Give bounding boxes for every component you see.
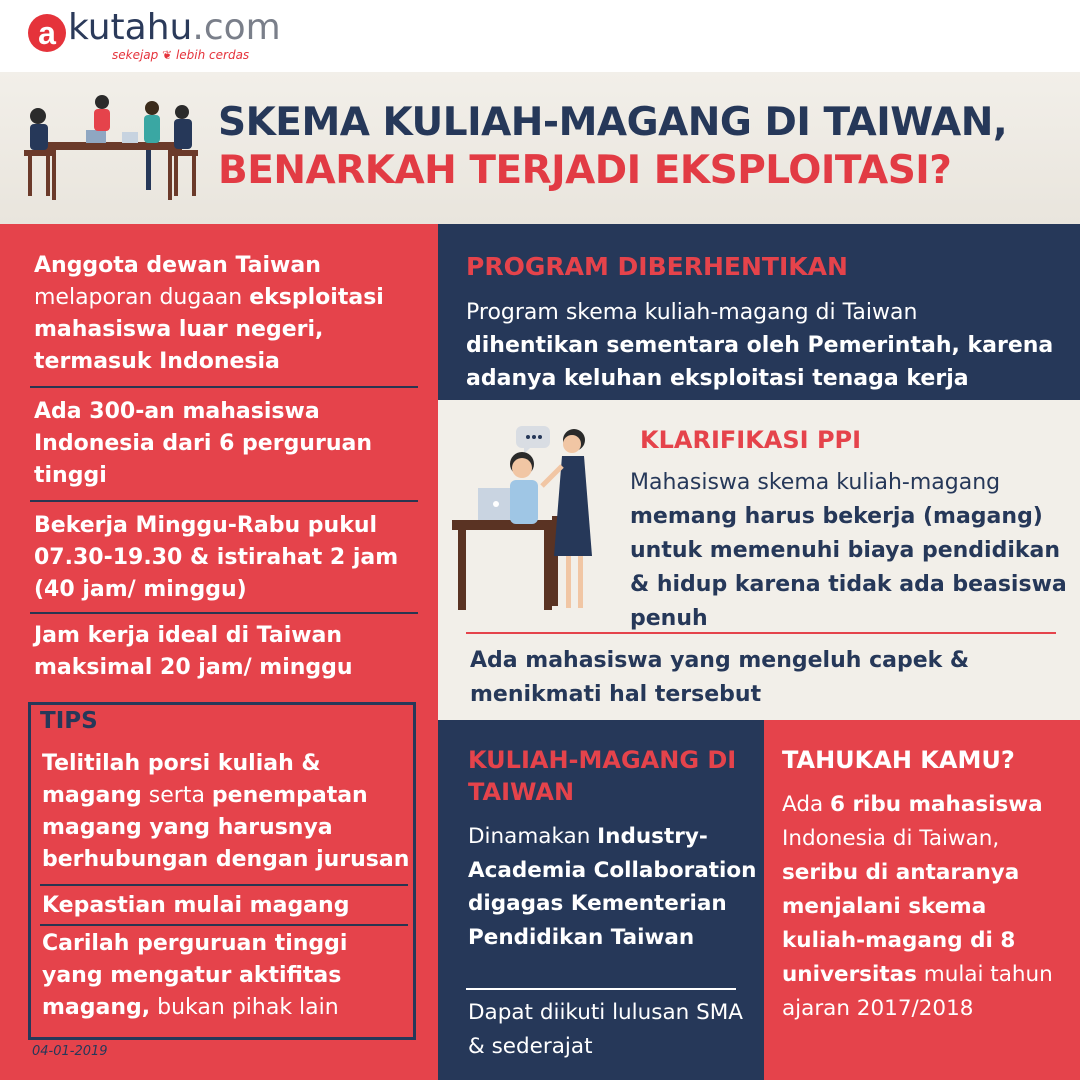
office-illustration <box>448 420 628 620</box>
divider <box>466 988 736 990</box>
kuliah-magang-title: KULIAH-MAGANG DI TAIWAN <box>468 746 737 806</box>
logo[interactable] <box>28 7 281 62</box>
date: 04-01-2019 <box>32 1044 108 1059</box>
meeting-illustration <box>22 90 202 210</box>
logo-tagline: sekejap ❦ lebih cerdas <box>112 48 250 62</box>
divider <box>30 500 418 502</box>
divider <box>30 386 418 388</box>
klarifikasi-title: KLARIFIKASI PPI <box>640 426 862 454</box>
title-band <box>0 72 1080 224</box>
left-point-2: Ada 300-an mahasiswa Indonesia dari 6 perguruan tinggi <box>34 399 372 488</box>
klarifikasi-note: Ada mahasiswa yang mengeluh capek & menikmati hal tersebut <box>470 648 970 707</box>
tips-title: TIPS <box>40 708 98 734</box>
tip-1: Telitilah porsi kuliah & magang serta penempatan magang yang harusnya berhubungan dengan jurusan <box>42 751 410 872</box>
left-point-4: Jam kerja ideal di Taiwan maksimal 20 jam/ minggu <box>34 623 353 680</box>
program-title: PROGRAM DIBERHENTIKAN <box>466 252 848 281</box>
tahukah-text: Ada 6 ribu mahasiswa Indonesia di Taiwan, seribu di antaranya menjalani skema kuliah-magang di 8 universitas mulai tahun ajaran 2017/2018 <box>782 792 1053 1021</box>
logo-mark: a <box>28 14 66 52</box>
kuliah-magang-text: Dinamakan Industry-Academia Collaboration digagas Kementerian Pendidikan Taiwan <box>468 824 757 950</box>
klarifikasi-text: Mahasiswa skema kuliah-magang memang harus bekerja (magang) untuk memenuhi biaya pendidikan & hidup karena tidak ada beasiswa penuh <box>630 470 1067 631</box>
kuliah-magang-note: Dapat diikuti lulusan SMA & sederajat <box>468 1000 744 1059</box>
divider <box>466 632 1056 634</box>
divider <box>30 612 418 614</box>
tahukah-title: TAHUKAH KAMU? <box>782 746 1015 774</box>
tip-3: Carilah perguruan tinggi yang mengatur aktifitas magang, bukan pihak lain <box>42 931 348 1020</box>
divider <box>40 924 408 926</box>
title-line-1: SKEMA KULIAH-MAGANG DI TAIWAN, <box>218 100 1008 145</box>
divider <box>40 884 408 886</box>
program-text: Program skema kuliah-magang di Taiwan dihentikan sementara oleh Pemerintah, karena adanya keluhan eksploitasi tenaga kerja <box>466 300 1054 391</box>
left-point-1: Anggota dewan Taiwan melaporan dugaan eksploitasi mahasiswa luar negeri, termasuk Indonesia <box>34 253 384 374</box>
logo-name: kutahu.com <box>68 7 281 48</box>
top-bar <box>0 0 1080 72</box>
left-point-3: Bekerja Minggu-Rabu pukul 07.30-19.30 & istirahat 2 jam (40 jam/ minggu) <box>34 513 399 602</box>
title-line-2: BENARKAH TERJADI EKSPLOITASI? <box>218 148 952 193</box>
tip-2: Kepastian mulai magang <box>42 893 350 918</box>
chat-bubble-icon <box>516 426 550 454</box>
